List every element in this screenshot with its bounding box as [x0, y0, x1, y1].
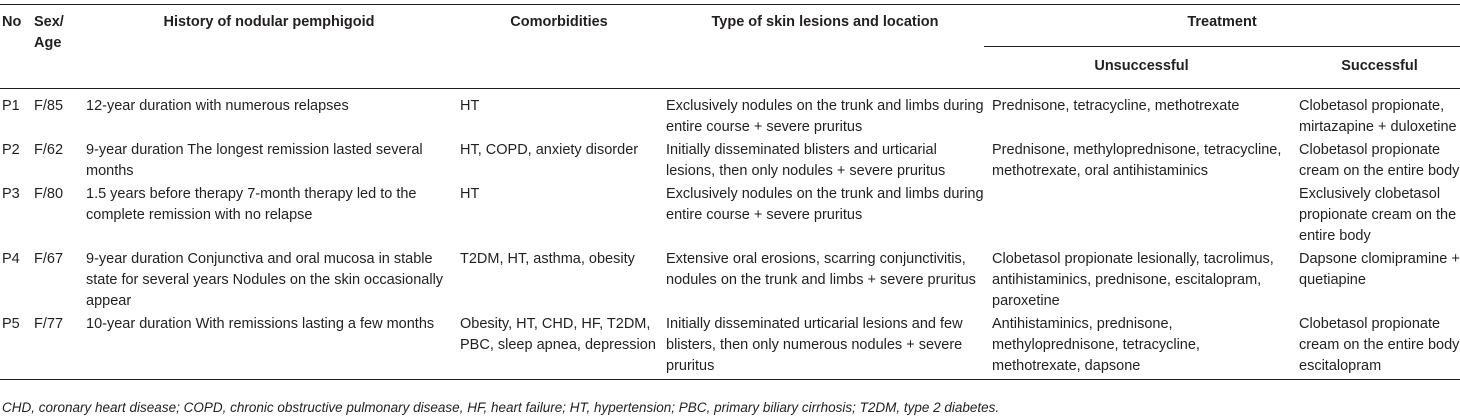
- table-row: [0, 89, 1460, 139]
- cell-successful: Clobetasol propionate, mirtazapine + duloxetine: [1299, 98, 1457, 135]
- cell-unsuccessful: Prednisone, methyloprednisone, tetracycline, methotrexate, oral antihistaminics: [992, 142, 1282, 179]
- cell-history: 10-year duration With remissions lasting a few months: [86, 316, 435, 332]
- header-successful: Successful: [1341, 58, 1418, 74]
- cell-unsuccessful: Clobetasol propionate lesionally, tacrolimus, antihistaminics, prednisone, escitalopram, paroxetine: [992, 251, 1274, 309]
- cell-successful: Clobetasol propionate cream on the entire body: [1299, 142, 1460, 179]
- header-history: History of nodular pemphigoid: [163, 14, 375, 30]
- cell-sex-age: F/62: [34, 142, 64, 158]
- cell-no: P5: [2, 316, 20, 332]
- cell-no: P2: [2, 142, 20, 158]
- cell-comorbidities: HT: [460, 98, 480, 114]
- cell-unsuccessful: [984, 182, 1291, 247]
- cell-history: 1.5 years before therapy 7-month therapy led to the complete remission with no relapse: [86, 186, 417, 223]
- table-row: [0, 182, 1460, 247]
- header-row: [0, 5, 1460, 47]
- cell-comorbidities: HT, COPD, anxiety disorder: [460, 142, 639, 158]
- cell-successful: Dapsone clomipramine + quetiapine: [1299, 251, 1460, 288]
- table-footnote: CHD, coronary heart disease; COPD, chronic obstructive pulmonary disease, HF, heart failure; HT, hypertension; PBC, primary biliary cirrhosis; T2DM, type 2 diabetes.: [2, 400, 1000, 415]
- cell-successful: Exclusively clobetasol propionate cream on the entire body: [1299, 186, 1457, 244]
- cell-sex-age: F/85: [34, 98, 64, 114]
- header-comorbidities: Comorbidities: [510, 14, 608, 30]
- cell-no: P1: [2, 98, 20, 114]
- cell-comorbidities: T2DM, HT, asthma, obesity: [460, 251, 635, 267]
- cell-lesions: Initially disseminated urticarial lesions and few blisters, then only numerous nodules + severe pruritus: [666, 316, 963, 374]
- cell-lesions: Exclusively nodules on the trunk and limbs during entire course + severe pruritus: [666, 186, 984, 223]
- cell-sex-age: F/67: [34, 251, 64, 267]
- table-row: [0, 312, 1460, 380]
- cell-unsuccessful: Antihistaminics, prednisone, methyloprednisone, tetracycline, methotrexate, dapsone: [992, 316, 1200, 374]
- table-row: [0, 247, 1460, 312]
- cell-lesions: Exclusively nodules on the trunk and limbs during entire course + severe pruritus: [666, 98, 984, 135]
- cell-no: P3: [2, 186, 20, 202]
- cell-comorbidities: HT: [460, 186, 480, 202]
- patient-table: [0, 4, 1460, 380]
- cell-comorbidities: Obesity, HT, CHD, HF, T2DM, PBC, sleep apnea, depression: [460, 316, 656, 353]
- cell-lesions: Initially disseminated blisters and urticarial lesions, then only nodules + severe pruritus: [666, 142, 946, 179]
- cell-lesions: Extensive oral erosions, scarring conjunctivitis, nodules on the trunk and limbs + severe pruritus: [666, 251, 976, 288]
- cell-unsuccessful: Prednisone, tetracycline, methotrexate: [992, 98, 1240, 114]
- cell-history: 12-year duration with numerous relapses: [86, 98, 349, 114]
- header-no: No: [2, 14, 22, 30]
- header-lesions: Type of skin lesions and location: [711, 14, 939, 30]
- table-row: [0, 138, 1460, 182]
- cell-history: 9-year duration The longest remission lasted several months: [86, 142, 423, 179]
- cell-sex-age: F/80: [34, 186, 64, 202]
- header-unsuccessful: Unsuccessful: [1094, 58, 1189, 74]
- header-treatment: Treatment: [984, 5, 1460, 47]
- cell-sex-age: F/77: [34, 316, 64, 332]
- cell-no: P4: [2, 251, 20, 267]
- cell-successful: Clobetasol propionate cream on the entire body escitalopram: [1299, 316, 1460, 374]
- header-sex-age: Sex/ Age: [34, 14, 64, 51]
- cell-history: 9-year duration Conjunctiva and oral mucosa in stable state for several years Nodules on the skin occasionally appear: [86, 251, 444, 309]
